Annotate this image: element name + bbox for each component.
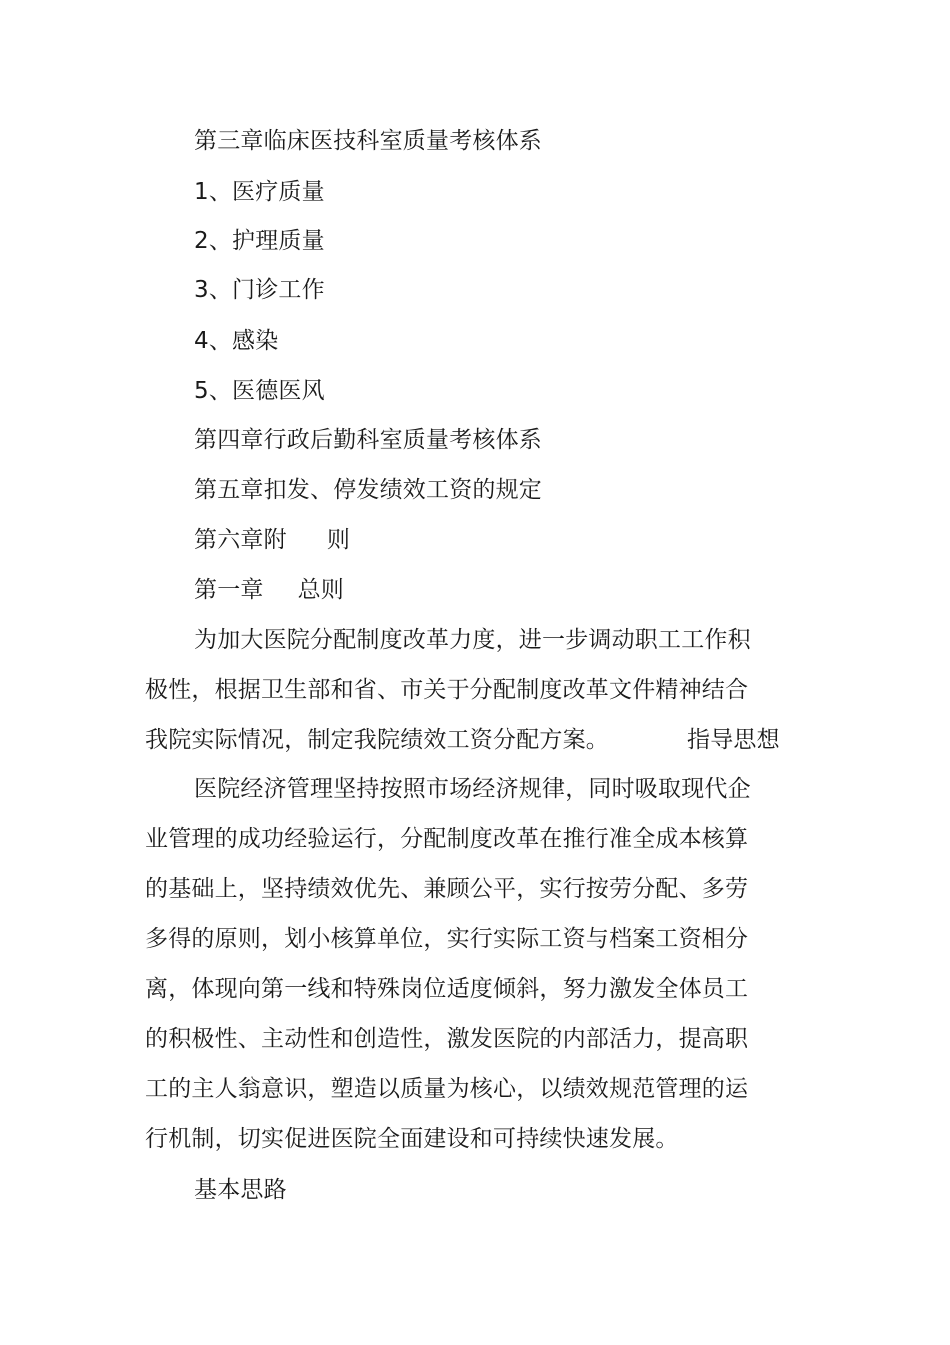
intro-line-3-text: 我院实际情况，制定我院绩效工资分配方案。: [145, 727, 609, 753]
toc-chapter-6: [194, 525, 350, 555]
intro-line-3: [145, 725, 780, 755]
guiding-line-5: 离，体现向第一线和特殊岗位适度倾斜，努力激发全体员工: [145, 976, 749, 1002]
basic-idea-heading: 基本思路: [194, 1177, 287, 1203]
toc-chapter-3: 第三章临床医技科室质量考核体系: [194, 128, 542, 154]
guiding-line-8: 行机制，切实促进医院全面建设和可持续快速发展。: [145, 1126, 679, 1152]
toc-item-1: 1、医疗质量: [194, 179, 325, 205]
toc-item-3: 3、门诊工作: [194, 277, 325, 303]
toc-chapter-5: 第五章扣发、停发绩效工资的规定: [194, 477, 542, 503]
guiding-line-6: 的积极性、主动性和创造性，激发医院的内部活力，提高职: [145, 1026, 749, 1052]
guiding-line-2: 业管理的成功经验运行，分配制度改革在推行准全成本核算: [145, 826, 749, 852]
toc-chapter-4: 第四章行政后勤科室质量考核体系: [194, 427, 542, 453]
intro-line-2: 极性，根据卫生部和省、市关于分配制度改革文件精神结合: [145, 677, 749, 703]
toc-chapter-6-part-b: 则: [326, 527, 351, 553]
chapter-1-title: 总则: [297, 577, 345, 603]
toc-item-2: 2、护理质量: [194, 228, 325, 254]
toc-item-5: 5、医德医风: [194, 378, 325, 404]
toc-item-4: 4、感染: [194, 328, 279, 354]
guiding-line-4: 多得的原则，划小核算单位，实行实际工资与档案工资相分: [145, 926, 749, 952]
guiding-line-1: 医院经济管理坚持按照市场经济规律，同时吸取现代企: [194, 776, 751, 802]
guiding-line-3: 的基础上，坚持绩效优先、兼顾公平，实行按劳分配、多劳: [145, 876, 749, 902]
intro-line-1: 为加大医院分配制度改革力度，进一步调动职工工作积: [194, 627, 751, 653]
guiding-heading: 指导思想: [687, 727, 780, 753]
chapter-1-number: 第一章: [194, 577, 264, 603]
guiding-line-7: 工的主人翁意识，塑造以质量为核心，以绩效规范管理的运: [145, 1076, 749, 1102]
chapter-1-heading: [194, 575, 344, 605]
toc-chapter-6-part-a: 第六章附: [194, 527, 287, 553]
